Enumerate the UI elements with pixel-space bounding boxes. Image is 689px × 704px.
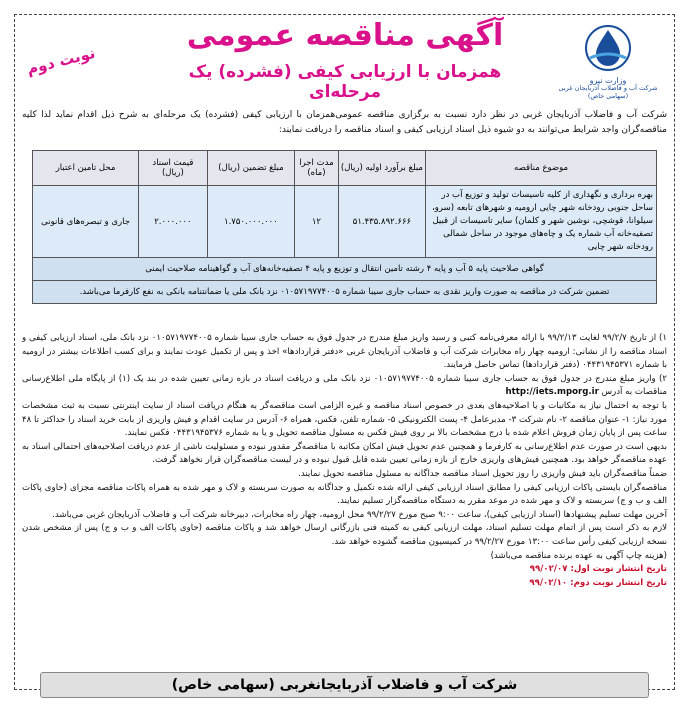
round-label: نوبت دوم: [24, 43, 97, 79]
cell-doc-price: ۲.۰۰۰.۰۰۰: [139, 186, 208, 258]
qualification-text: گواهی صلاحیت پایه ۵ آب و پایه ۴ رشته تامین انتقال و توزیع و پایه ۴ تصفیه‌خانه‌های آب و گواهینامه صلاحیت ایمنی: [33, 258, 657, 281]
water-drop-logo-icon: [578, 22, 638, 74]
logo-company-label: شرکت آب و فاضلاب آذربایجان غربی (سهامی خاص): [558, 84, 658, 100]
cell-duration: ۱۲: [295, 186, 339, 258]
paragraph-8: لازم به ذکر است پس از اتمام مهلت تسلیم اسناد، مهلت ارزیابی کیفی به کمیته فنی بازرگانی ارسال خواهد شد و پاکات مناقصه (حاوی پاکات الف و ب و ج) پس از مشخص شدن نسخه ارزیابی کیفی رأس ساعت ۱۳:۰۰ مورخ ۹۹/۲/۲۷ در کمیسیون مناقصه گشوده خواهد شد.: [22, 523, 667, 547]
ministry-label: وزارت نیرو: [589, 76, 627, 85]
footer-company-name: شرکت آب و فاضلاب آذربایجانغربی (سهامی خاص): [40, 672, 649, 698]
guarantee-note-row: [33, 281, 657, 304]
col-estimate: مبلغ برآورد اولیه (ریال): [338, 151, 425, 186]
tender-table: [32, 150, 657, 304]
table-row: [33, 186, 657, 258]
publish-date-2: تاریخ انتشار نوبت دوم: ۹۹/۰۲/۱۰: [529, 577, 667, 588]
paragraph-1: ۱) از تاریخ ۹۹/۲/۷ لغایت ۹۹/۲/۱۳ با ارائه معرفی‌نامه کتبی و رسید واریز مبلغ مندرج در جدول فوق به حساب جاری سیبا شماره ۰۱۰۵۷۱۹۷۷۴۰۰۵ نزد بانک ملی، اسناد ارزیابی کیفی و اسناد مناقصه را از نشانی: ارومیه چهار راه مخابرات شرکت آب و فاضلاب آذربایجان غربی «دفتر قراردادها» اخذ و پس از تکمیل عودت نمایند و برای کسب اطلاعات بیشتر در ارومیه با شماره ۰۴۴۳۱۹۴۵۳۷۱ (دفتر قراردادها) تماس حاصل فرمایند.: [22, 333, 667, 371]
paragraph-2-text: ۲) واریز مبلغ مندرج در جدول فوق به حساب جاری سیبا شماره ۰۱۰۵۷۱۹۷۷۴۰۰۵ نزد بانک ملی و دریافت اسناد در بازه زمانی تعیین شده در بند یک (۱) از پایگاه ملی اطلاع‌رسانی مناقصات به آدرس: [22, 373, 667, 398]
website-link[interactable]: http://iets.mporg.ir: [505, 387, 599, 398]
paragraph-9: (هزینه چاپ آگهی به عهده برنده مناقصه می‌باشد): [490, 550, 667, 561]
cell-funding: جاری و تبصره‌های قانونی: [33, 186, 139, 258]
notice-subtitle: همزمان با ارزیابی کیفی (فشرده) یک مرحله‌ای: [188, 62, 502, 102]
col-doc-price: قیمت اسناد (ریال): [139, 151, 208, 186]
col-duration: مدت اجرا (ماه): [295, 151, 339, 186]
company-logo: [553, 22, 663, 101]
qualification-row: [33, 258, 657, 281]
paragraph-7: آخرین مهلت تسلیم پیشنهادها (اسناد ارزیابی کیفی)، ساعت ۹:۰۰ صبح مورخ ۹۹/۲/۲۷ محل ارومیه، چهار راه مخابرات، دبیرخانه شرکت آب و فاضلاب آذربایجان غربی می‌باشد.: [52, 509, 667, 520]
paragraph-5: ضمناً مناقصه‌گران باید فیش واریزی را روز تحویل اسناد مناقصه جداگانه به مسئول مناقصه تحویل نمایند.: [298, 468, 667, 479]
notice-title: آگهی مناقصه عمومی: [186, 18, 504, 53]
notice-body: [22, 332, 667, 590]
paragraph-3: با توجه به احتمال نیاز به مکاتبات و یا اصلاحیه‌های بعدی در خصوص اسناد مناقصه و غیره الزامی است مناقصه‌گر به هنگام دریافت اسناد از سایت اینترنتی نسبت به ثبت مشخصات مورد نیاز: ۱- عنوان مناقصه ۲- نام شرکت ۳- مدیرعامل ۴- پست الکترونیکی ۵- شماره تلفن، فکس، همراه ۶- آدرس در سایت اقدام و فیش واریزی از بابت خرید اسناد را حداکثر تا ۴۸ ساعت پس از پایان زمان فروش اعلام شده با درج مشخصات بالا بر روی فیش فکس به مسئول مناقصه تحویل و یا به شماره ۰۴۴۳۱۹۴۵۳۷۶ فکس نمایند.: [22, 400, 668, 439]
col-funding: محل تامین اعتبار: [33, 151, 139, 186]
cell-estimate: ۵۱.۴۳۵.۸۹۲.۶۶۶: [338, 186, 425, 258]
col-guarantee: مبلغ تضمین (ریال): [207, 151, 294, 186]
table-header-row: [33, 151, 657, 186]
paragraph-4: بدیهی است در صورت عدم اطلاع‌رسانی به کارفرما و همچنین عدم تحویل فیش امکان مکاتبه با مناقصه‌گر مقدور نبوده و مسئولیت ناشی از عدم دریافت اصلاحیه‌های احتمالی اسناد به عهده مناقصه‌گر خواهد بود. همچنین فیش‌های واریزی خارج از بازه زمانی تعیین شده قابل قبول نبوده و در لیست مناقصه‌گران قرار نخواهد گرفت.: [22, 441, 667, 466]
paragraph-6: مناقصه‌گران بایستی پاکات ارزیابی کیفی را مطابق اسناد ارزیابی کیفی ارائه شده تکمیل و جداگانه به صورت سربسته و لاک و مهر شده به همراه پاکات مناقصه مجزای (حاوی پاکات الف و ب و ج) سربسته و لاک و مهر شده در موعد مقرر به دستگاه مناقصه‌گزار تسلیم نمایند.: [22, 482, 667, 507]
cell-subject: بهره برداری و نگهداری از کلیه تاسیسات تولید و توزیع آب در ساحل جنوبی رودخانه شهر چایی ارومیه و شهرهای تابعه (سرو، سیلوانا، قوشچی، نوشین شهر و کلمان) سایر تاسیسات از قبیل تصفیه‌خانه آب شماره یک و چاه‌های موجود در ساحل شمالی رودخانه شهر چایی: [426, 186, 657, 258]
col-subject: موضوع مناقصه: [426, 151, 657, 186]
publish-date-1: تاریخ انتشار نوبت اول: ۹۹/۰۲/۰۷: [529, 564, 667, 575]
paragraph-2: [22, 373, 667, 400]
cell-guarantee: ۱.۷۵۰.۰۰۰.۰۰۰: [207, 186, 294, 258]
intro-paragraph: شرکت آب و فاضلاب آذربایجان غربی در نظر دارد نسبت به برگزاری مناقصه عمومی‌همزمان با ارزیابی کیفی (فشرده) یک مرحله‌ای به شرح ذیل اقدام نماید لذا کلیه مناقصه‌گران واجد شرایط می‌توانند به دو شیوه ذیل اسناد ارزیابی کیفی و اسناد مناقصه را دریافت نمایند:: [22, 110, 667, 135]
guarantee-note-text: تضمین شرکت در مناقصه به صورت واریز نقدی به حساب جاری سیبا شماره ۰۱۰۵۷۱۹۷۷۴۰۰۵ نزد بانک ملی یا ضمانتنامه بانکی به نفع کارفرما می‌باشد.: [33, 281, 657, 304]
